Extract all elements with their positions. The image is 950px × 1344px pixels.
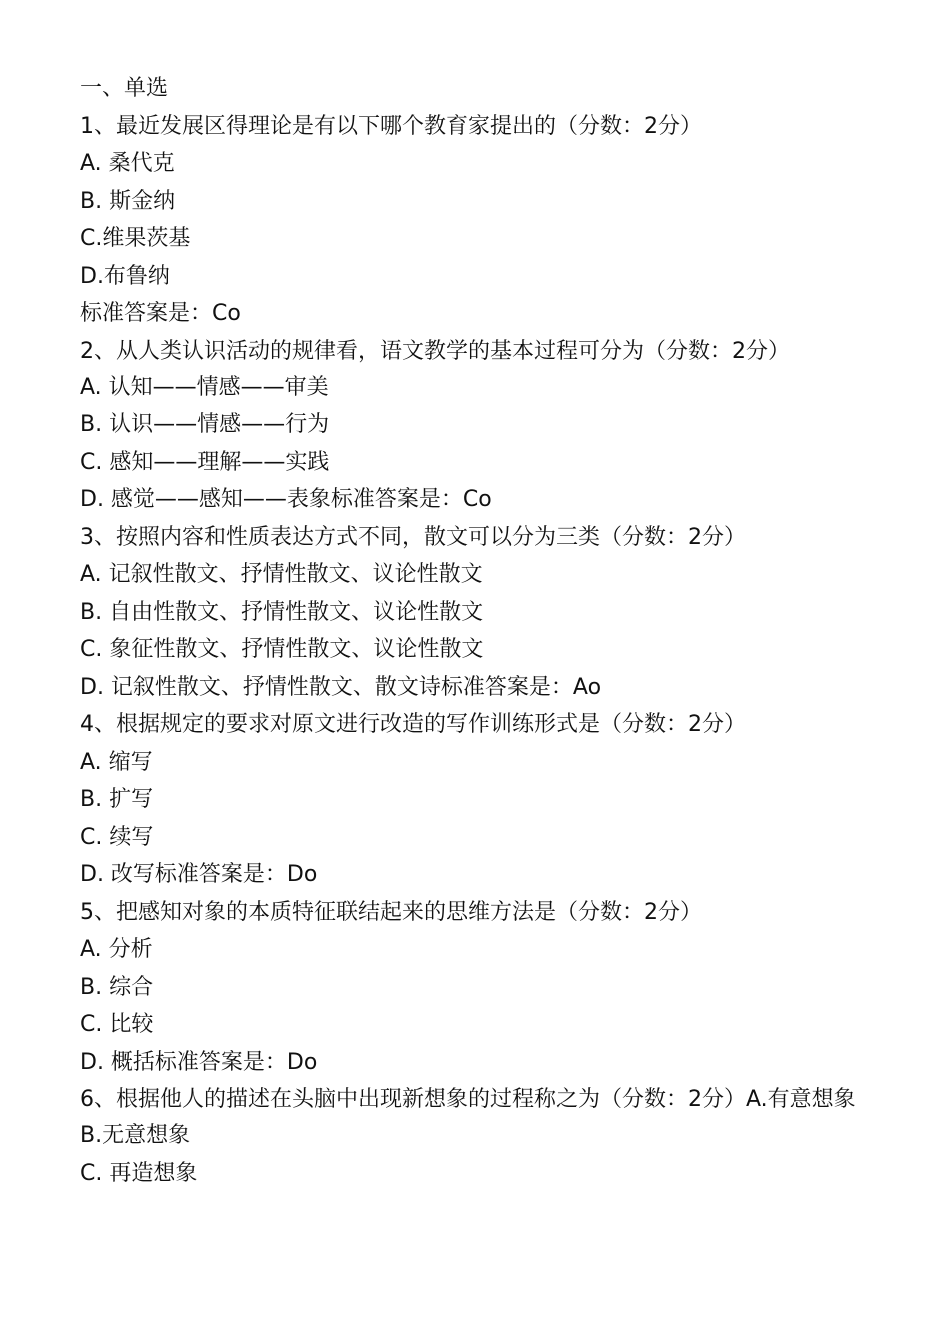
text-line: B. 自由性散文、抒情性散文、议论性散文 <box>80 599 484 625</box>
text-line: 6、根据他人的描述在头脑中出现新想象的过程称之为（分数：2分）A.有意想象 <box>80 1087 856 1112</box>
text-line: 1、最近发展区得理论是有以下哪个教育家提出的（分数：2分） <box>80 113 702 139</box>
text-line: C. 象征性散文、抒情性散文、议论性散文 <box>80 637 484 662</box>
question-list <box>80 108 870 1193</box>
text-line: B. 扩写 <box>80 787 154 812</box>
text-line: D. 改写标准答案是：Do <box>80 862 318 887</box>
text-line: A. 分析 <box>80 937 153 962</box>
document-page <box>80 70 870 1192</box>
text-line: 5、把感知对象的本质特征联结起来的思维方法是（分数：2分） <box>80 899 702 925</box>
text-line: C.维果茨基 <box>80 226 191 251</box>
text-line: D. 概括标准答案是：Do <box>80 1049 318 1075</box>
text-line: 4、根据规定的要求对原文进行改造的写作训练形式是（分数：2分） <box>80 712 746 737</box>
text-line: 标准答案是：Co <box>80 301 241 326</box>
text-line: B. 综合 <box>80 974 154 1000</box>
text-line: C. 续写 <box>80 824 154 850</box>
text-line: 2、从人类认识活动的规律看，语文教学的基本过程可分为（分数：2分） <box>80 338 790 364</box>
text-line: A. 记叙性散文、抒情性散文、议论性散文 <box>80 562 483 587</box>
text-line: C. 比较 <box>80 1012 154 1037</box>
section-title: 一、单选 <box>80 76 169 101</box>
text-line: D. 记叙性散文、抒情性散文、散文诗标准答案是：Ao <box>80 674 602 700</box>
text-line: A. 桑代克 <box>80 151 175 176</box>
text-line: D.布鲁纳 <box>80 263 170 289</box>
text-line: B. 斯金纳 <box>80 188 176 214</box>
text-line: A. 认知——情感——审美 <box>80 374 329 400</box>
text-line: B. 认识——情感——行为 <box>80 412 330 437</box>
text-line: 3、按照内容和性质表达方式不同，散文可以分为三类（分数：2分） <box>80 524 746 550</box>
text-line: A. 缩写 <box>80 749 153 775</box>
text-line: C. 再造想象 <box>80 1160 198 1186</box>
text-line: B.无意想象 <box>80 1123 191 1148</box>
text-line: D. 感觉——感知——表象标准答案是：Co <box>80 487 492 512</box>
text-line: C. 感知——理解——实践 <box>80 449 330 475</box>
